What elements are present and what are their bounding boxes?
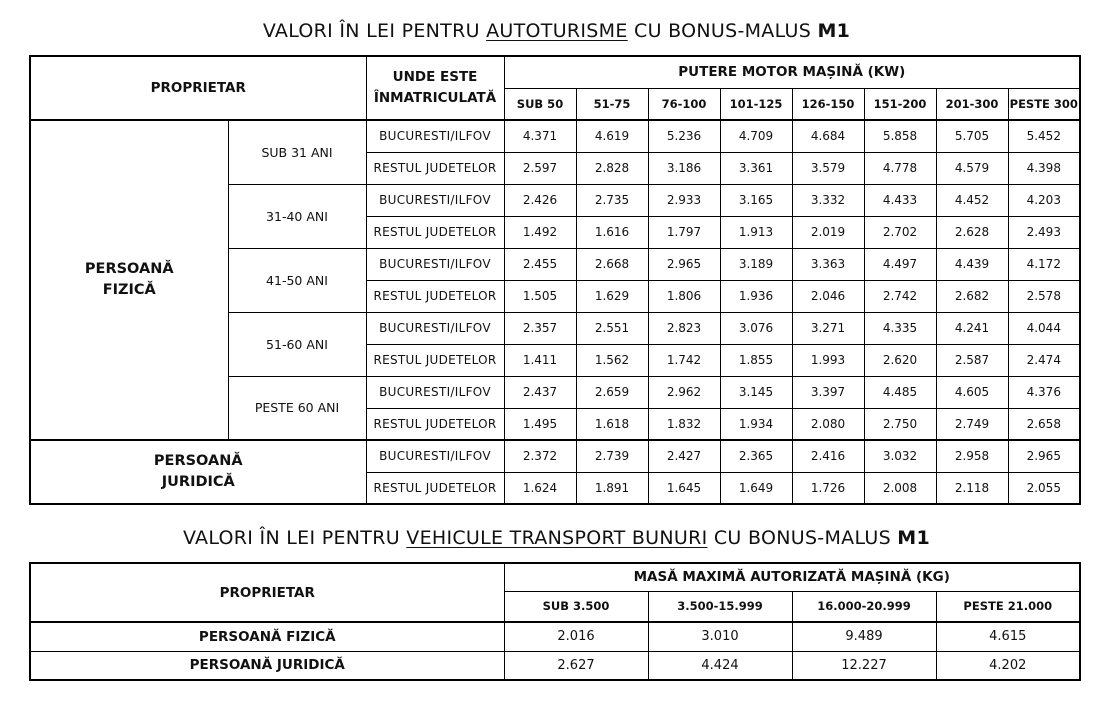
value-cell: 4.684 xyxy=(792,120,864,152)
value-cell: 1.505 xyxy=(504,280,576,312)
value-cell: 1.726 xyxy=(792,472,864,504)
value-cell: 1.936 xyxy=(720,280,792,312)
value-cell: 1.629 xyxy=(576,280,648,312)
owner-cell: PERSOANĂ JURIDICĂ xyxy=(30,651,504,680)
value-cell: 9.489 xyxy=(792,622,936,651)
value-cell: 4.241 xyxy=(936,312,1008,344)
region-cell: RESTUL JUDETELOR xyxy=(366,152,504,184)
value-cell: 2.551 xyxy=(576,312,648,344)
value-cell: 2.658 xyxy=(1008,408,1080,440)
value-cell: 4.485 xyxy=(864,376,936,408)
value-cell: 4.439 xyxy=(936,248,1008,280)
power-header: PUTERE MOTOR MAȘINĂ (KW) xyxy=(504,56,1080,88)
value-cell: 4.044 xyxy=(1008,312,1080,344)
value-cell: 2.958 xyxy=(936,440,1008,472)
value-cell: 4.424 xyxy=(648,651,792,680)
table1-title xyxy=(0,20,1113,42)
owner-header: PROPRIETAR xyxy=(30,56,366,120)
value-cell: 2.474 xyxy=(1008,344,1080,376)
value-cell: 3.363 xyxy=(792,248,864,280)
autoturisme-table xyxy=(29,55,1081,505)
value-cell: 5.705 xyxy=(936,120,1008,152)
region-header-line: ÎNMATRICULATĂ xyxy=(373,90,497,106)
column-header: 126-150 xyxy=(792,88,864,120)
value-cell: 3.165 xyxy=(720,184,792,216)
value-cell: 2.080 xyxy=(792,408,864,440)
value-cell: 2.702 xyxy=(864,216,936,248)
column-header: 51-75 xyxy=(576,88,648,120)
age-range: SUB 31 ANI xyxy=(228,120,366,184)
region-header-line: UNDE ESTE xyxy=(392,69,478,85)
value-cell: 2.008 xyxy=(864,472,936,504)
value-cell: 4.203 xyxy=(1008,184,1080,216)
group-label-line: PERSOANĂ xyxy=(153,453,243,469)
value-cell: 1.411 xyxy=(504,344,576,376)
value-cell: 2.620 xyxy=(864,344,936,376)
header-row xyxy=(30,56,1080,88)
value-cell: 2.735 xyxy=(576,184,648,216)
value-cell: 2.372 xyxy=(504,440,576,472)
value-cell: 2.019 xyxy=(792,216,864,248)
value-cell: 4.615 xyxy=(936,622,1080,651)
region-cell: RESTUL JUDETELOR xyxy=(366,344,504,376)
region-cell: RESTUL JUDETELOR xyxy=(366,472,504,504)
region-cell: RESTUL JUDETELOR xyxy=(366,408,504,440)
value-cell: 2.118 xyxy=(936,472,1008,504)
value-cell: 1.649 xyxy=(720,472,792,504)
column-header: 16.000-20.999 xyxy=(792,591,936,622)
table-row xyxy=(30,440,1080,472)
age-range: 31-40 ANI xyxy=(228,184,366,248)
value-cell: 2.628 xyxy=(936,216,1008,248)
region-cell: BUCURESTI/ILFOV xyxy=(366,248,504,280)
value-cell: 4.371 xyxy=(504,120,576,152)
value-cell: 2.455 xyxy=(504,248,576,280)
region-header xyxy=(366,56,504,120)
value-cell: 2.016 xyxy=(504,622,648,651)
value-cell: 1.492 xyxy=(504,216,576,248)
group-persoana-juridica xyxy=(30,440,366,504)
group-label-line: JURIDICĂ xyxy=(161,474,235,490)
region-cell: BUCURESTI/ILFOV xyxy=(366,440,504,472)
value-cell: 12.227 xyxy=(792,651,936,680)
vehicule-transport-table xyxy=(29,562,1081,681)
value-cell: 1.495 xyxy=(504,408,576,440)
value-cell: 1.797 xyxy=(648,216,720,248)
value-cell: 2.962 xyxy=(648,376,720,408)
title-text: CU BONUS-MALUS xyxy=(707,527,898,549)
column-header: SUB 3.500 xyxy=(504,591,648,622)
value-cell: 4.452 xyxy=(936,184,1008,216)
column-header: PESTE 21.000 xyxy=(936,591,1080,622)
value-cell: 4.376 xyxy=(1008,376,1080,408)
value-cell: 2.965 xyxy=(1008,440,1080,472)
table-row xyxy=(30,651,1080,680)
mass-header: MASĂ MAXIMĂ AUTORIZATĂ MAȘINĂ (KG) xyxy=(504,563,1080,591)
value-cell: 2.578 xyxy=(1008,280,1080,312)
value-cell: 2.659 xyxy=(576,376,648,408)
value-cell: 3.332 xyxy=(792,184,864,216)
value-cell: 1.806 xyxy=(648,280,720,312)
value-cell: 2.627 xyxy=(504,651,648,680)
owner-header: PROPRIETAR xyxy=(30,563,504,622)
value-cell: 1.913 xyxy=(720,216,792,248)
column-header: SUB 50 xyxy=(504,88,576,120)
table-row xyxy=(30,622,1080,651)
value-cell: 4.579 xyxy=(936,152,1008,184)
title-text: VALORI ÎN LEI PENTRU xyxy=(182,527,407,549)
value-cell: 1.832 xyxy=(648,408,720,440)
value-cell: 3.397 xyxy=(792,376,864,408)
table-row xyxy=(30,120,1080,152)
value-cell: 2.965 xyxy=(648,248,720,280)
value-cell: 2.427 xyxy=(648,440,720,472)
value-cell: 2.682 xyxy=(936,280,1008,312)
title-text: CU BONUS-MALUS xyxy=(627,20,818,42)
group-label-line: PERSOANĂ xyxy=(84,261,174,277)
title-text: VALORI ÎN LEI PENTRU xyxy=(262,20,487,42)
value-cell: 4.709 xyxy=(720,120,792,152)
title-bold: M1 xyxy=(897,527,931,549)
value-cell: 1.624 xyxy=(504,472,576,504)
region-cell: BUCURESTI/ILFOV xyxy=(366,376,504,408)
value-cell: 1.891 xyxy=(576,472,648,504)
column-header: PESTE 300 xyxy=(1008,88,1080,120)
value-cell: 3.579 xyxy=(792,152,864,184)
value-cell: 5.858 xyxy=(864,120,936,152)
column-header: 3.500-15.999 xyxy=(648,591,792,622)
group-persoana-fizica xyxy=(30,120,228,440)
value-cell: 1.645 xyxy=(648,472,720,504)
age-range: 51-60 ANI xyxy=(228,312,366,376)
value-cell: 4.497 xyxy=(864,248,936,280)
region-cell: RESTUL JUDETELOR xyxy=(366,216,504,248)
value-cell: 3.186 xyxy=(648,152,720,184)
column-header: 201-300 xyxy=(936,88,1008,120)
value-cell: 5.452 xyxy=(1008,120,1080,152)
region-cell: BUCURESTI/ILFOV xyxy=(366,120,504,152)
value-cell: 4.398 xyxy=(1008,152,1080,184)
value-cell: 2.597 xyxy=(504,152,576,184)
column-header: 151-200 xyxy=(864,88,936,120)
value-cell: 2.493 xyxy=(1008,216,1080,248)
title-underlined: VEHICULE TRANSPORT BUNURI xyxy=(406,527,708,549)
value-cell: 4.433 xyxy=(864,184,936,216)
value-cell: 2.587 xyxy=(936,344,1008,376)
age-range: PESTE 60 ANI xyxy=(228,376,366,440)
value-cell: 4.202 xyxy=(936,651,1080,680)
value-cell: 4.778 xyxy=(864,152,936,184)
value-cell: 2.933 xyxy=(648,184,720,216)
value-cell: 4.335 xyxy=(864,312,936,344)
value-cell: 3.271 xyxy=(792,312,864,344)
value-cell: 3.076 xyxy=(720,312,792,344)
value-cell: 2.357 xyxy=(504,312,576,344)
value-cell: 2.742 xyxy=(864,280,936,312)
owner-cell: PERSOANĂ FIZICĂ xyxy=(30,622,504,651)
value-cell: 2.668 xyxy=(576,248,648,280)
table2-title xyxy=(0,527,1113,549)
value-cell: 1.855 xyxy=(720,344,792,376)
column-header: 76-100 xyxy=(648,88,720,120)
title-bold: M1 xyxy=(817,20,851,42)
value-cell: 5.236 xyxy=(648,120,720,152)
value-cell: 1.934 xyxy=(720,408,792,440)
value-cell: 1.993 xyxy=(792,344,864,376)
value-cell: 1.618 xyxy=(576,408,648,440)
value-cell: 2.749 xyxy=(936,408,1008,440)
value-cell: 2.739 xyxy=(576,440,648,472)
column-header: 101-125 xyxy=(720,88,792,120)
value-cell: 2.750 xyxy=(864,408,936,440)
value-cell: 2.426 xyxy=(504,184,576,216)
title-underlined: AUTOTURISME xyxy=(486,20,628,42)
group-label-line: FIZICĂ xyxy=(102,282,156,298)
value-cell: 4.619 xyxy=(576,120,648,152)
value-cell: 2.055 xyxy=(1008,472,1080,504)
region-cell: RESTUL JUDETELOR xyxy=(366,280,504,312)
value-cell: 1.616 xyxy=(576,216,648,248)
value-cell: 3.189 xyxy=(720,248,792,280)
value-cell: 2.416 xyxy=(792,440,864,472)
region-cell: BUCURESTI/ILFOV xyxy=(366,184,504,216)
value-cell: 2.437 xyxy=(504,376,576,408)
value-cell: 2.365 xyxy=(720,440,792,472)
value-cell: 4.172 xyxy=(1008,248,1080,280)
age-range: 41-50 ANI xyxy=(228,248,366,312)
value-cell: 4.605 xyxy=(936,376,1008,408)
value-cell: 2.828 xyxy=(576,152,648,184)
value-cell: 1.742 xyxy=(648,344,720,376)
region-cell: BUCURESTI/ILFOV xyxy=(366,312,504,344)
value-cell: 3.145 xyxy=(720,376,792,408)
value-cell: 3.032 xyxy=(864,440,936,472)
value-cell: 3.361 xyxy=(720,152,792,184)
value-cell: 3.010 xyxy=(648,622,792,651)
header-row xyxy=(30,563,1080,591)
value-cell: 2.046 xyxy=(792,280,864,312)
value-cell: 1.562 xyxy=(576,344,648,376)
value-cell: 2.823 xyxy=(648,312,720,344)
